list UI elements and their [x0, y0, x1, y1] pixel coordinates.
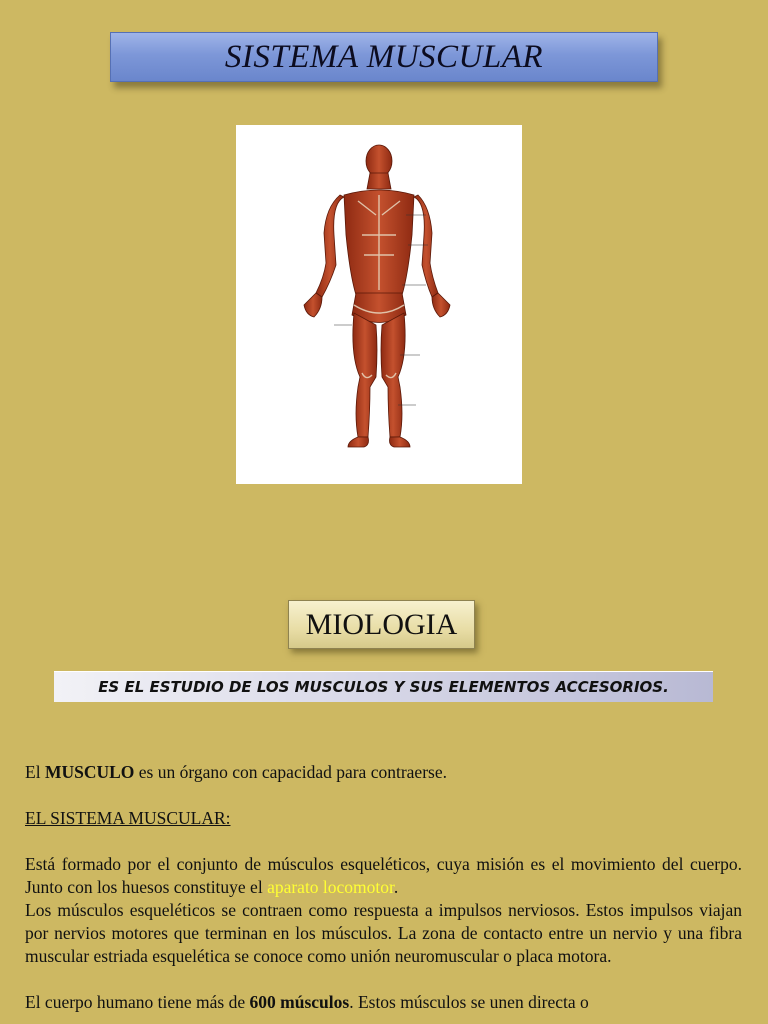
p3-prefix: El cuerpo humano tiene más de [25, 992, 250, 1012]
body-text [25, 761, 742, 1014]
aparato-locomotor-link[interactable]: aparato locomotor [267, 877, 394, 897]
intro-paragraph [25, 761, 742, 784]
page-title: SISTEMA MUSCULAR [224, 38, 544, 75]
intro-prefix: El [25, 762, 45, 782]
p1-suffix: . [393, 877, 399, 897]
intro-bold: MUSCULO [44, 762, 135, 782]
section-heading: MIOLOGIA [305, 607, 458, 641]
title-banner [110, 32, 658, 82]
paragraph-3 [25, 991, 742, 1014]
definition-bar [54, 671, 713, 702]
muscular-system-anatomy-illustration [236, 125, 522, 484]
paragraph-1 [25, 853, 742, 899]
anatomy-figure [236, 125, 522, 484]
p3-suffix: . Estos músculos se unen directa o [349, 992, 589, 1012]
p3-bold: 600 músculos [249, 992, 350, 1012]
intro-suffix: es un órgano con capacidad para contraerse. [134, 762, 447, 782]
section-heading-box [288, 600, 475, 649]
p1-prefix: Está formado por el conjunto de músculos esqueléticos, cuya misión es el movimiento del cuerpo. Junto con los huesos constituye el [25, 854, 742, 897]
subheading: EL SISTEMA MUSCULAR: [25, 808, 231, 828]
paragraph-2: Los músculos esqueléticos se contraen como respuesta a impulsos nerviosos. Estos impulsos viajan por nervios motores que terminan en los músculos. La zona de contacto entre un nervio y una fibra muscular estriada esquelética se conoce como unión neuromuscular o placa motora. [25, 900, 742, 966]
definition-text: ES EL ESTUDIO DE LOS MUSCULOS Y SUS ELEMENTOS ACCESORIOS. [98, 678, 669, 696]
